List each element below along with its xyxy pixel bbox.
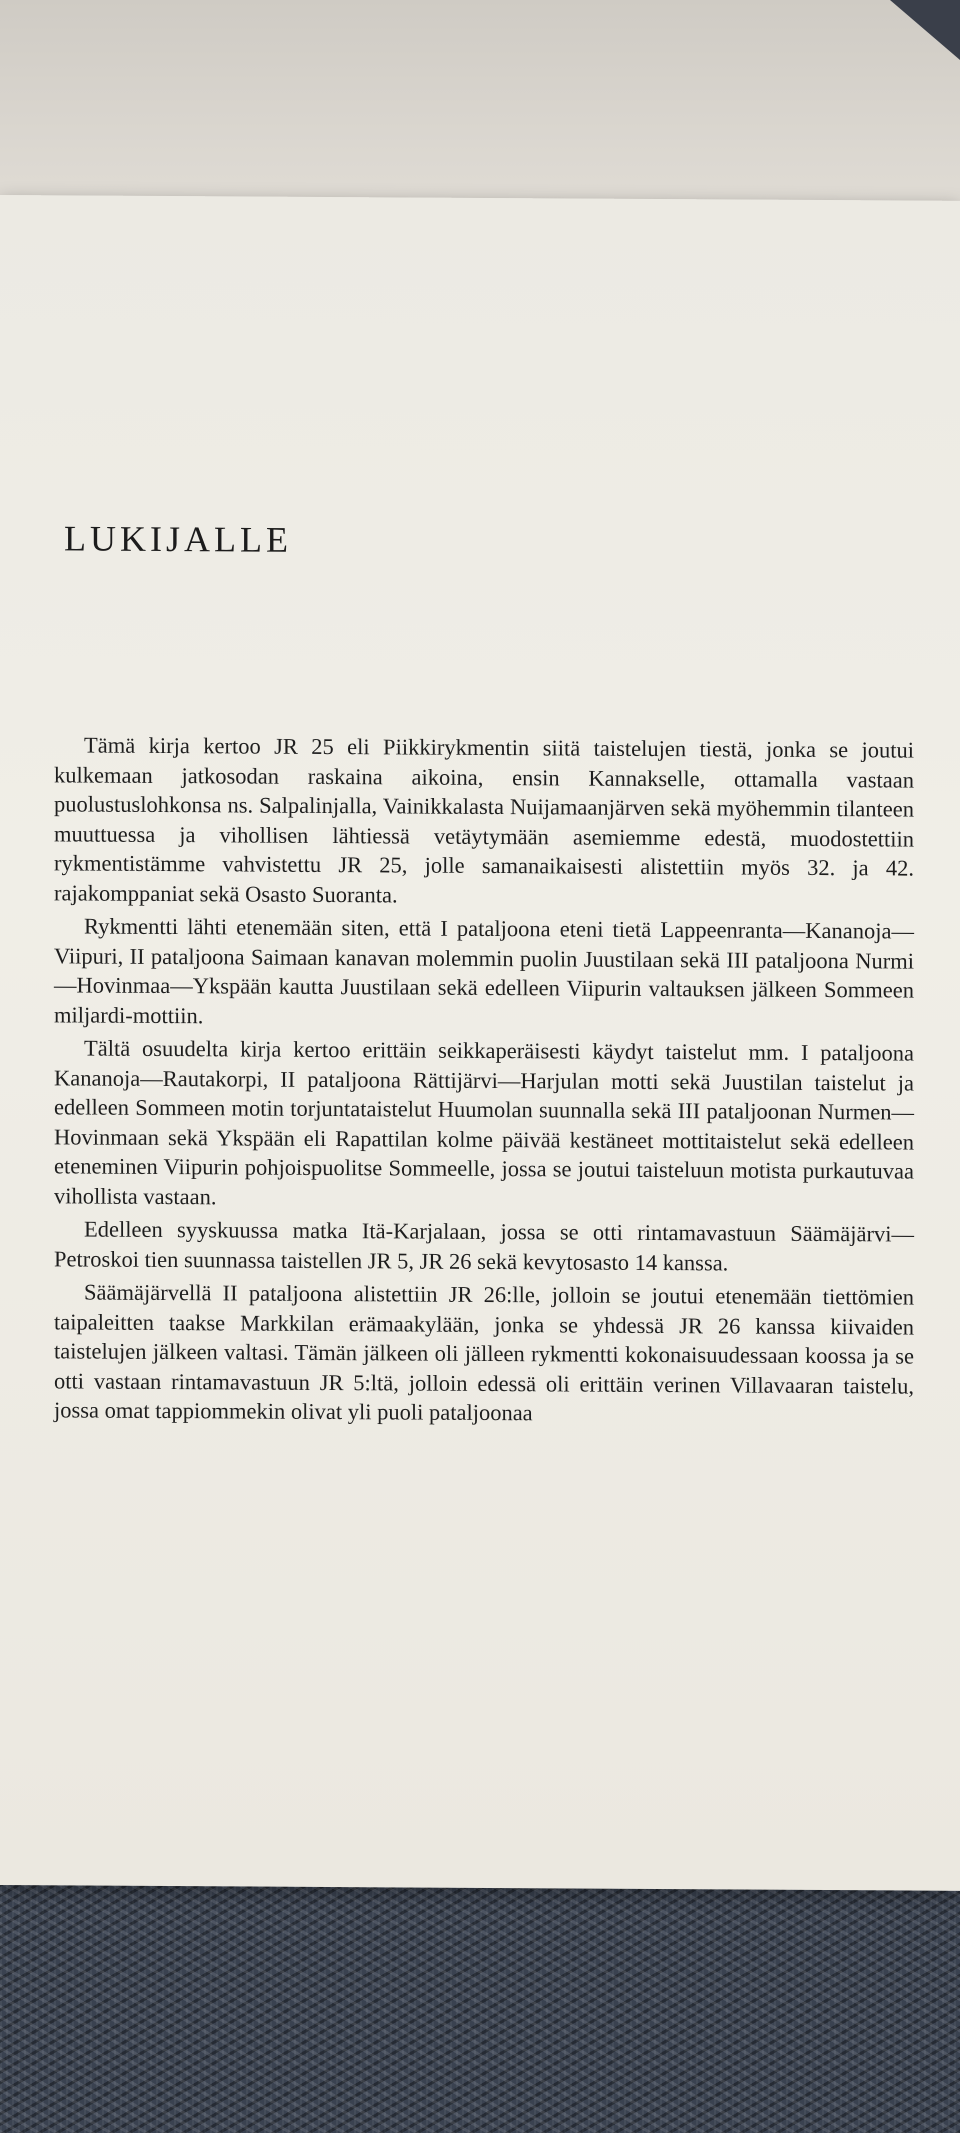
paragraph-5: Säämäjärvellä II pataljoona alistettiin JR 26:lle, jolloin se joutui etenemään tiettömien taipaleitten taakse Markkilan erämaakylään, jonka se yhdessä JR 26 kanssa kiivaiden taistelujen jälkeen valtasi. Tämän jälkeen oli jälleen rykmentti kokonaisuudessaan koossa ja se otti vastaan rintamavastuun JR 5:ltä, jolloin edessä oli erittäin verinen Villavaaran taistelu, jossa omat tappiommekin olivat yli puoli pataljoonaa xyxy=(54,1279,914,1426)
fabric-background xyxy=(0,1880,960,2133)
book-page xyxy=(0,195,960,1891)
paragraph-4: Edelleen syyskuussa matka Itä-Karjalaan, jossa se otti rintamavastuun Säämäjärvi—Petroskoi tien suunnassa taistellen JR 5, JR 26 sekä kevytosasto 14 kanssa. xyxy=(54,1216,914,1275)
body-text xyxy=(54,730,914,1434)
paragraph-1: Tämä kirja kertoo JR 25 eli Piikkirykmentin siitä taistelujen tiestä, jonka se joutui kulkemaan jatkosodan raskaina aikoina, ensin Kannakselle, ottamalla vastaan puolustuslohkonsa ns. Salpalinjalla, Vainikkalasta Nuijamaanjärven sekä myöhemmin tilanteen muuttuessa ja vihollisen lähtiessä vetäytymään asemiemme edestä, muodostettiin rykmentistämme vahvistettu JR 25, jolle samanaikaisesti alistettiin myös 32. ja 42. rajakomppaniat sekä Osasto Suoranta. xyxy=(54,732,914,907)
page-title: LUKIJALLE xyxy=(64,518,292,560)
paragraph-3: Tältä osuudelta kirja kertoo erittäin seikkaperäisesti käydyt taistelut mm. I pataljoona Kananoja—Rautakorpi, II pataljoona Rättijärvi—Harjulan motti sekä Juustilan taistelut ja edelleen Sommeen motin torjuntataistelut Huumolan suunnalla sekä III pataljoonan Nurmen—Hovinmaan sekä Ykspään eli Rapattilan kolme päivää kestäneet mottitaistelut sekä edelleen eteneminen Viipurin pohjoispuolitse Sommeelle, jossa se joutui taisteluun motista purkautuvaa vihollista vastaan. xyxy=(54,1035,914,1209)
paragraph-2: Rykmentti lähti etenemään siten, että I pataljoona eteni tietä Lappeenranta—Kananoja—Viipuri, II pataljoona Saimaan kanavan molemmin puolin Juustilaan sekä III pataljoona Nurmi—Hovinmaa—Ykspään kautta Juustilaan sekä edelleen Viipurin valtauksen jälkeen Sommeen miljardi-mottiin. xyxy=(54,913,914,1028)
